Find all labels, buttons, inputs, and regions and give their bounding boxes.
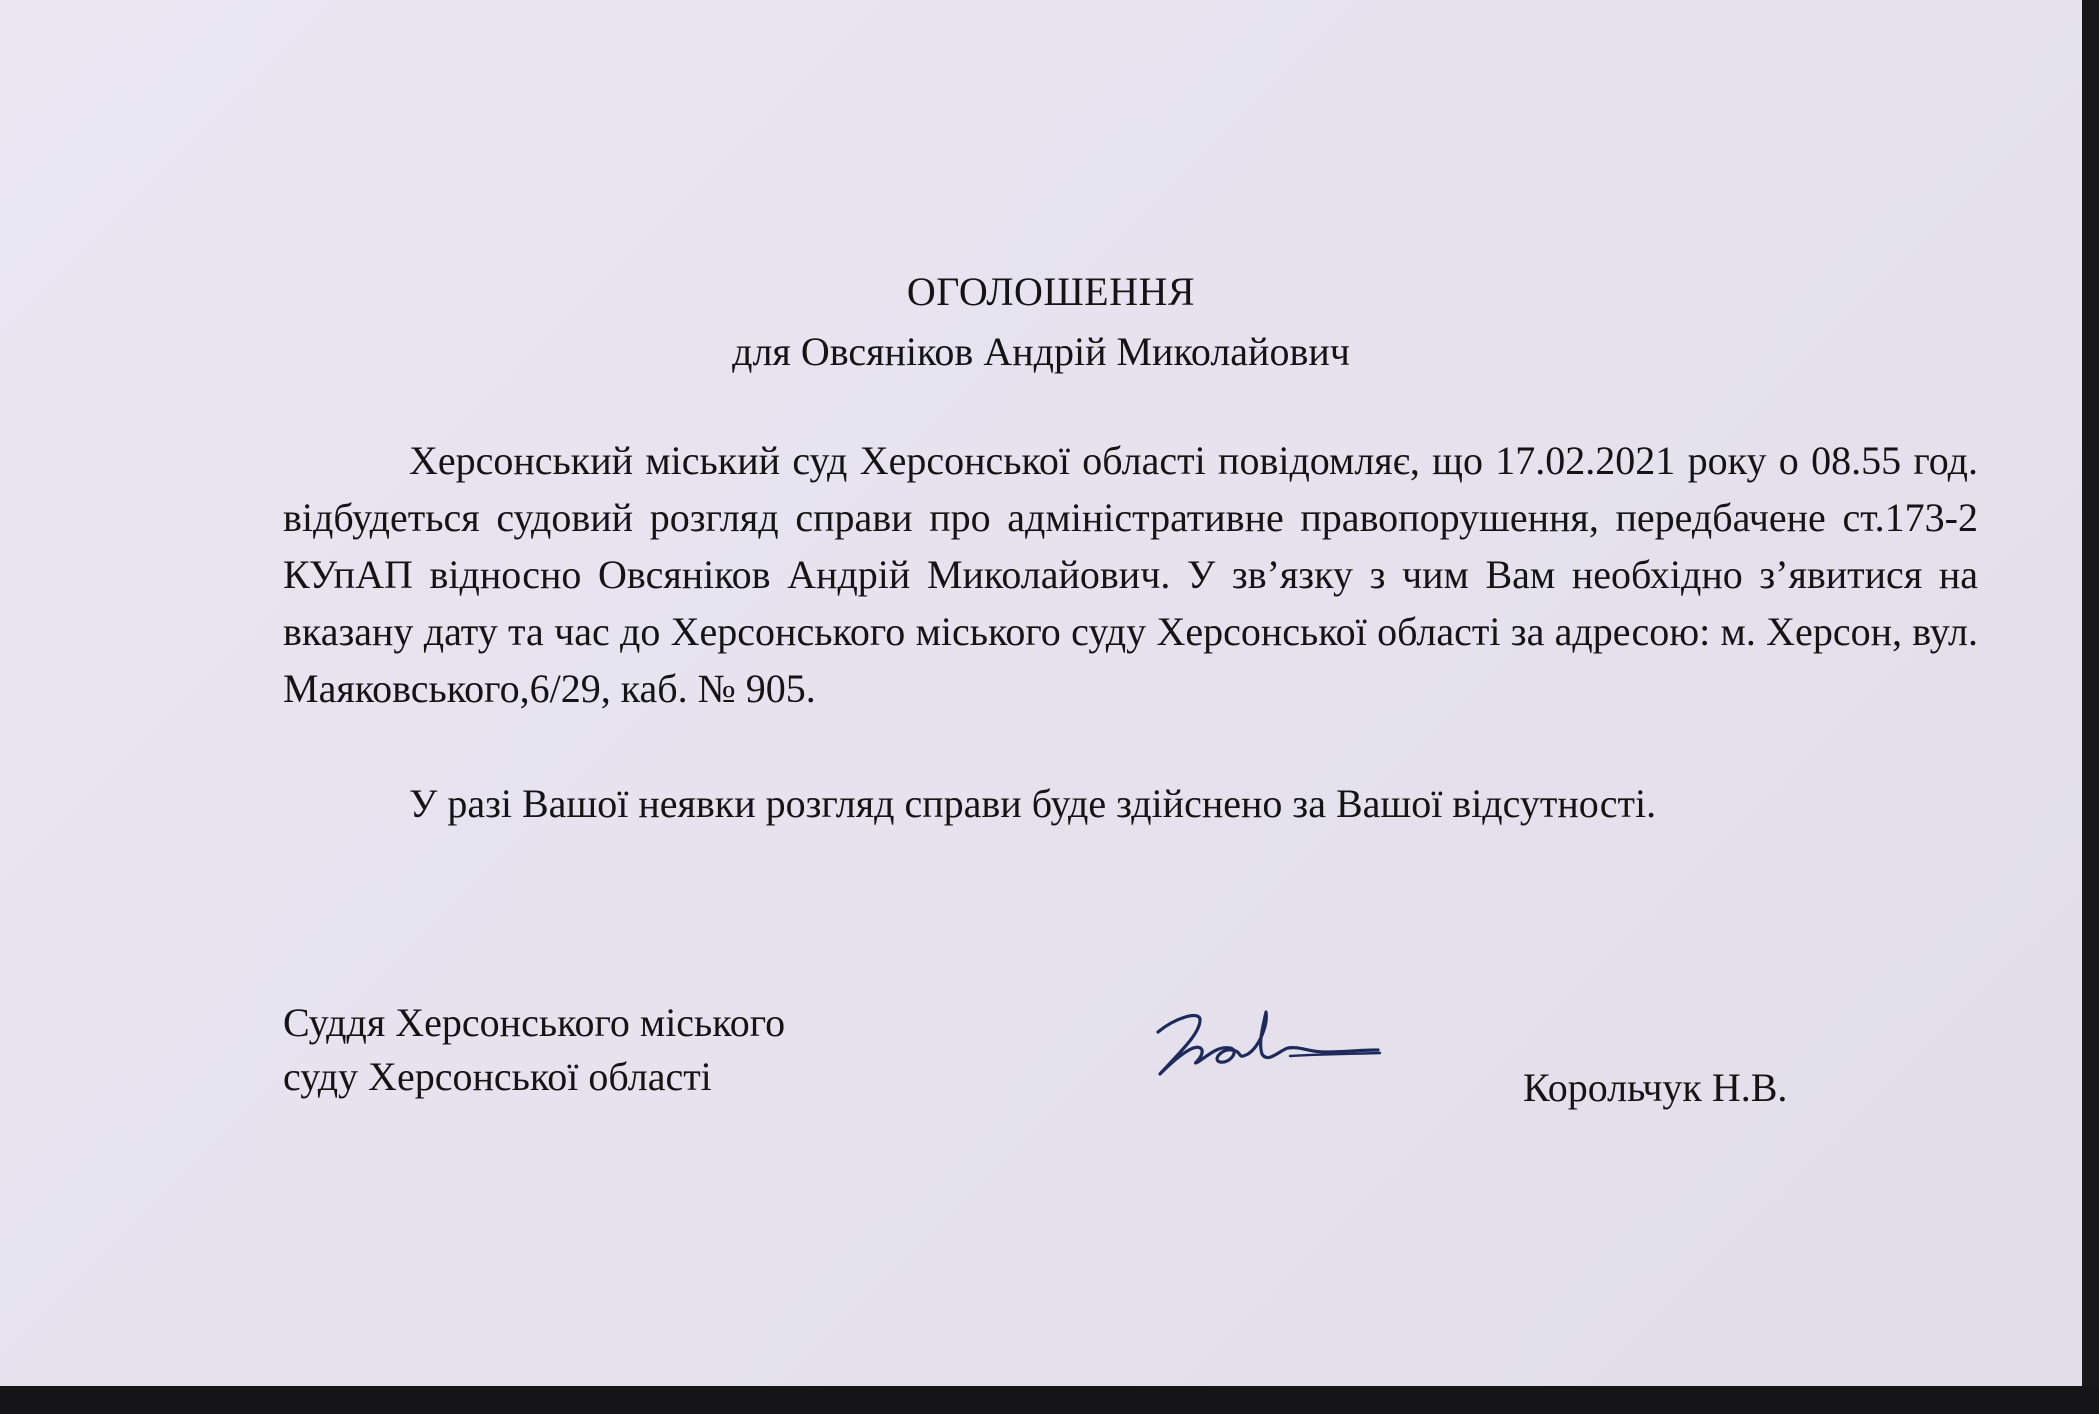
announcement-paragraph-absence: У разі Вашої неявки розгляд справи буде здійснено за Вашої відсутності. (409, 781, 1657, 826)
judge-name: Корольчук Н.В. (1523, 1065, 1788, 1110)
judge-position (283, 996, 1003, 1104)
signature-stroke-main (1158, 1012, 1378, 1074)
signature-stroke-underline (1290, 1053, 1380, 1056)
judge-position-line-2: суду Херсонської області (283, 1054, 712, 1099)
photo-edge-bottom (0, 1386, 2099, 1414)
announcement-title: ОГОЛОШЕННЯ (906, 269, 1196, 314)
recipient-line: для Овсяніков Андрій Миколайович (732, 329, 1350, 374)
photo-edge-right (2082, 0, 2099, 1414)
handwritten-signature-icon (1140, 990, 1390, 1090)
announcement-paragraph-main: Херсонський міський суд Херсонської області повідомляє, що 17.02.2021 року о 08.55 год. відбудеться судовий розгляд справи про адміністративне правопорушення, передбачене ст.173-2 КУпАП відносно Овсяніков Андрій Миколайович. У зв’язку з чим Вам необхідно з’явитися на вказану дату та час до Херсонського міського суду Херсонської області за адресою: м. Херсон, вул. Маяковського,6/29, каб. № 905. (283, 438, 1978, 711)
judge-position-line-1: Суддя Херсонського міського (283, 1000, 786, 1045)
